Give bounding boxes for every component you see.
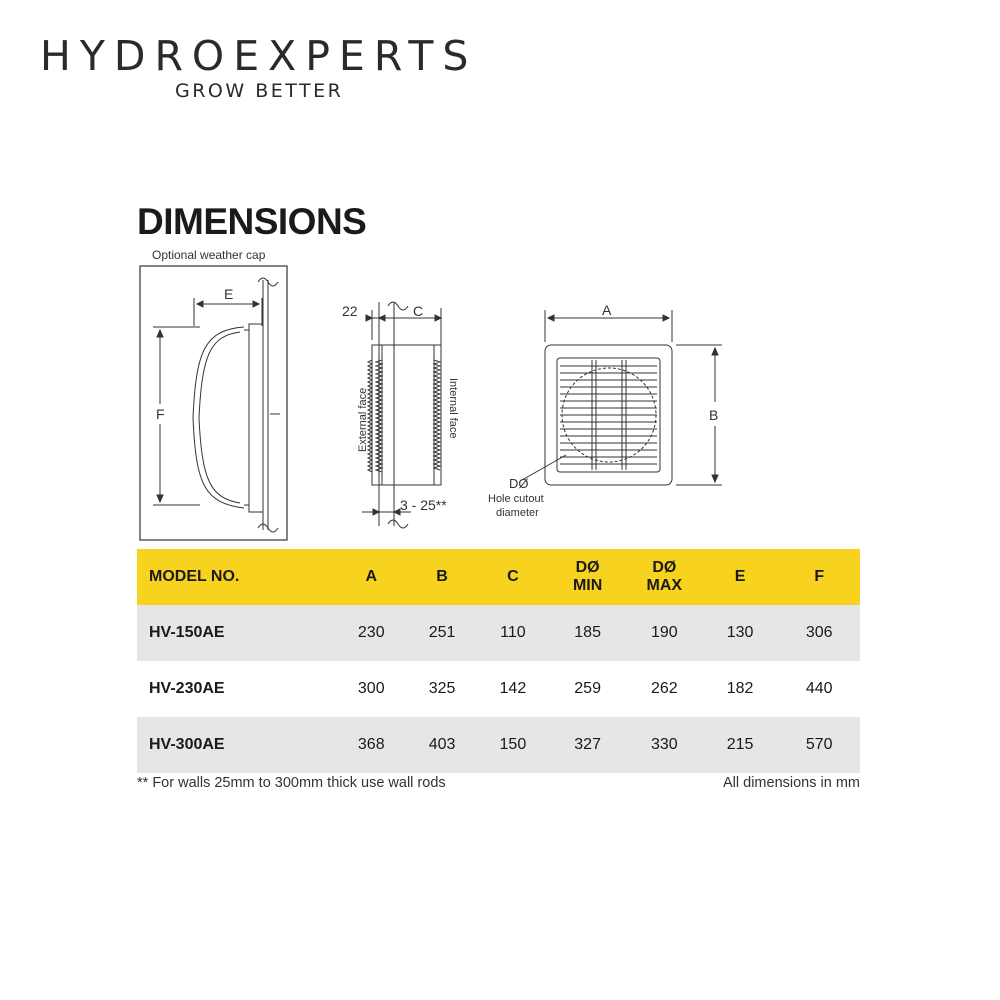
cell-model: HV-230AE <box>149 680 225 697</box>
header-a: A <box>365 568 378 585</box>
cell-c: 142 <box>499 680 527 697</box>
cell-a: 300 <box>357 680 385 697</box>
header-e: E <box>734 568 746 585</box>
cell-c: 150 <box>499 736 527 753</box>
dim-e-label: E <box>224 286 234 302</box>
cell-a: 368 <box>357 736 385 753</box>
cell-dmin: 185 <box>574 624 601 641</box>
front-view-drawing <box>522 310 722 485</box>
dim-a-label: A <box>602 302 612 318</box>
logo-tagline: GROW BETTER <box>175 80 344 102</box>
cell-dmin: 259 <box>574 680 601 697</box>
dim-22-label: 22 <box>342 303 358 319</box>
dim-d-label: DØ <box>509 476 529 491</box>
cell-f: 440 <box>805 680 833 697</box>
table-header-row <box>137 549 860 605</box>
header-dmin-line1: DØ <box>575 559 600 576</box>
header-dmax-line2: MAX <box>646 577 683 594</box>
cell-b: 251 <box>428 624 456 641</box>
cell-e: 182 <box>726 680 754 697</box>
hole-cutout-label: Hole cutout <box>488 493 544 505</box>
external-face-label: External face <box>357 387 369 452</box>
table-row <box>137 717 860 773</box>
footnote: ** For walls 25mm to 300mm thick use wall rods <box>137 775 446 791</box>
header-dmin-line2: MIN <box>572 577 603 594</box>
side-section-drawing <box>362 302 441 528</box>
dim-b-label: B <box>709 407 719 423</box>
cell-a: 230 <box>357 624 385 641</box>
dim-f-label: F <box>156 406 165 422</box>
header-model: MODEL NO. <box>149 568 240 585</box>
cell-b: 403 <box>428 736 456 753</box>
weather-cap-drawing <box>140 266 287 540</box>
header-dmax <box>627 559 702 595</box>
hole-diameter-label: diameter <box>496 507 539 519</box>
header-dmax-line1: DØ <box>652 559 677 576</box>
header-c: C <box>507 568 519 585</box>
dim-c-label: C <box>413 303 424 319</box>
wall-thickness-label: 3 - 25** <box>400 497 447 513</box>
cell-model: HV-300AE <box>149 736 225 753</box>
table-row <box>137 605 860 661</box>
table-row <box>137 661 860 717</box>
cell-f: 570 <box>805 736 833 753</box>
dimensions-table <box>137 549 860 773</box>
cell-dmax: 330 <box>650 736 678 753</box>
cell-model: HV-150AE <box>149 624 225 641</box>
cell-c: 110 <box>500 624 526 641</box>
header-dmin <box>548 559 627 595</box>
cell-dmax: 190 <box>650 624 678 641</box>
header-b: B <box>436 568 448 585</box>
header-f: F <box>814 568 825 585</box>
cell-e: 215 <box>726 736 754 753</box>
cell-b: 325 <box>428 680 456 697</box>
weather-cap-label: Optional weather cap <box>152 248 266 262</box>
page-title: DIMENSIONS <box>137 201 367 242</box>
logo-wordmark: HYDROEXPERTS <box>40 32 478 80</box>
cell-dmin: 327 <box>574 736 601 753</box>
internal-face-label: Internal face <box>447 378 459 439</box>
units-note: All dimensions in mm <box>723 775 860 791</box>
cell-f: 306 <box>805 624 833 641</box>
cell-e: 130 <box>726 624 754 641</box>
cell-dmax: 262 <box>650 680 678 697</box>
